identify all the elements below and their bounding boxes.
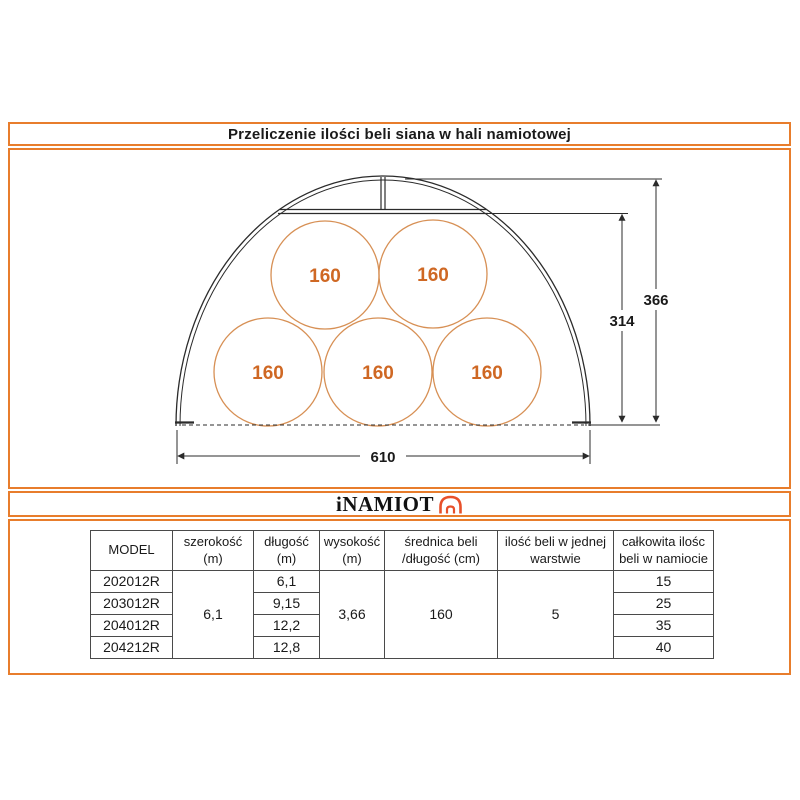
table-header-row bbox=[91, 531, 714, 571]
diagram-panel bbox=[8, 148, 791, 489]
length-cell: 12,8 bbox=[254, 637, 320, 659]
column-header-bales-per-layer: ilość beli w jednej warstwie bbox=[498, 531, 614, 571]
per-layer-cell-shared: 5 bbox=[498, 571, 614, 659]
length-cell: 12,2 bbox=[254, 615, 320, 637]
model-cell: 204012R bbox=[91, 615, 173, 637]
column-header-total-bales: całkowita ilośc beli w namiocie bbox=[614, 531, 714, 571]
brand-bar bbox=[8, 491, 791, 517]
column-header-bale-diameter: średnica beli /długość (cm) bbox=[385, 531, 498, 571]
column-header-width: szerokość (m) bbox=[173, 531, 254, 571]
dimension-label-outer-height: 366 bbox=[643, 292, 669, 309]
bale-diameter-label: 160 bbox=[252, 363, 284, 384]
bale-diameter-label: 160 bbox=[471, 363, 503, 384]
bale-diameter-label: 160 bbox=[362, 363, 394, 384]
column-header-height: wysokość (m) bbox=[320, 531, 385, 571]
column-header-length: długość (m) bbox=[254, 531, 320, 571]
bale-diameter-label: 160 bbox=[417, 265, 449, 286]
model-cell: 204212R bbox=[91, 637, 173, 659]
tent-arch-inner-line bbox=[180, 180, 586, 426]
spec-table-panel bbox=[8, 519, 791, 675]
length-cell: 9,15 bbox=[254, 593, 320, 615]
length-cell: 6,1 bbox=[254, 571, 320, 593]
page-title: Przeliczenie ilości beli siana w hali namiotowej bbox=[227, 125, 572, 143]
column-header-model: MODEL bbox=[91, 531, 173, 571]
total-cell: 25 bbox=[614, 593, 714, 615]
total-cell: 15 bbox=[614, 571, 714, 593]
bale-diameter-label: 160 bbox=[309, 266, 341, 287]
spec-table bbox=[90, 530, 714, 659]
diameter-cell-shared: 160 bbox=[385, 571, 498, 659]
total-cell: 40 bbox=[614, 637, 714, 659]
height-cell-shared: 3,66 bbox=[320, 571, 385, 659]
tent-logo-icon bbox=[438, 494, 463, 515]
title-bar bbox=[8, 122, 791, 146]
dimension-label-inner-height: 314 bbox=[609, 313, 635, 330]
width-cell-shared: 6,1 bbox=[173, 571, 254, 659]
brand-name: iNAMIOT bbox=[336, 491, 434, 516]
table-row bbox=[91, 571, 714, 593]
tent-cross-section-diagram bbox=[10, 150, 789, 487]
model-cell: 203012R bbox=[91, 593, 173, 615]
dimension-label-width: 610 bbox=[370, 449, 396, 466]
total-cell: 35 bbox=[614, 615, 714, 637]
model-cell: 202012R bbox=[91, 571, 173, 593]
